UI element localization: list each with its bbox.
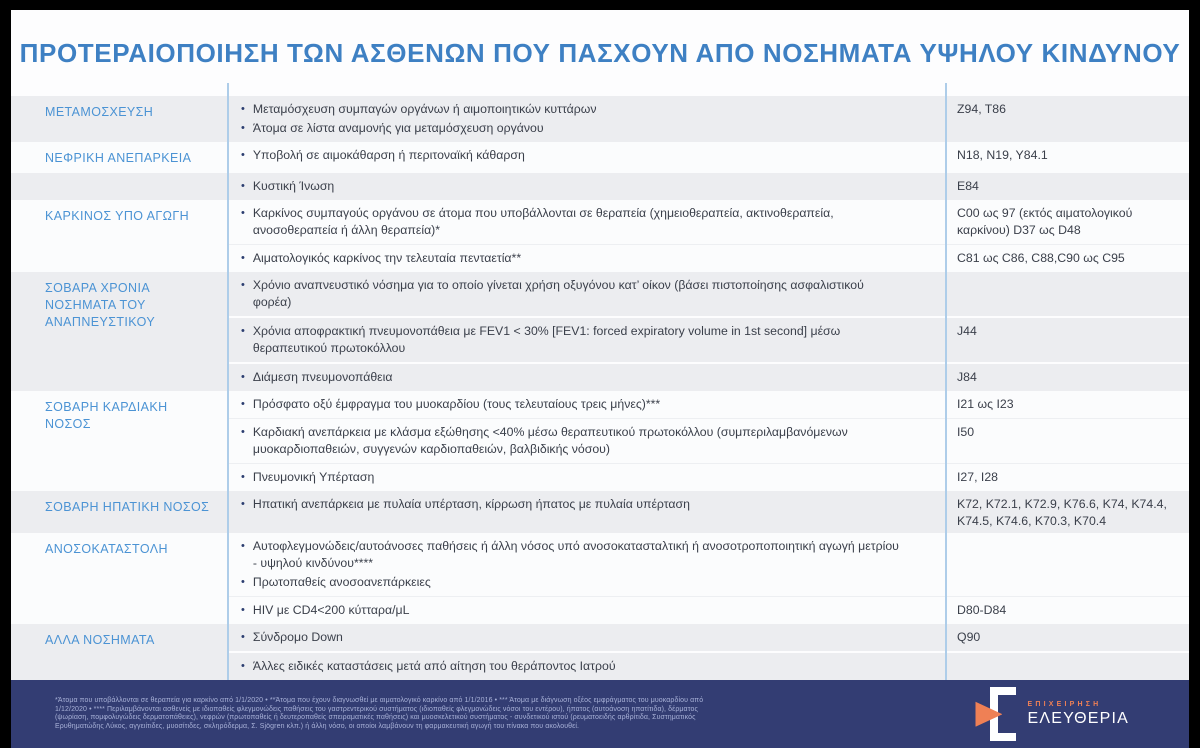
bullet-item: [241, 276, 903, 312]
bullet-text: Μεταμόσχευση συμπαγών οργάνων ή αιμοποιητικών κυττάρων: [252, 102, 597, 116]
icd-code: I27, I28: [957, 469, 999, 484]
bullet-item: [241, 395, 903, 414]
bullet-list: [227, 653, 945, 680]
bullet-item: [241, 204, 903, 240]
icd-code: K72, K72.1, K72.9, K76.6, K74, K74.4, K74.5, K74.6, K70.3, K70.4: [957, 496, 1167, 528]
category-label: ΣΟΒΑΡΗ ΚΑΡΔΙΑΚΗ ΝΟΣΟΣ: [45, 399, 168, 431]
row-body: [227, 533, 1189, 624]
bullet-icon: •: [241, 397, 245, 410]
bullet-icon: •: [241, 370, 245, 383]
bullet-icon: •: [241, 576, 245, 589]
bullet-icon: •: [241, 324, 245, 337]
row-item: [227, 96, 1189, 142]
icd-code: E84: [957, 178, 979, 193]
bullet-item: [241, 146, 903, 165]
bullet-item: [241, 495, 903, 514]
bullet-text: Καρδιακή ανεπάρκεια με κλάσμα εξώθησης <40% μέσω θεραπευτικού πρωτοκόλλου (συμπεριλαμβανόμενων μυοκαρδιοπαθειών, συγγενών καρδιοπαθειών, βαλβιδικής νόσου): [252, 424, 848, 456]
footer-bar: [11, 680, 1189, 748]
icd-code: J84: [957, 369, 977, 384]
bullet-text: Ηπατική ανεπάρκεια με πυλαία υπέρταση, κίρρωση ήπατος με πυλαία υπέρταση: [252, 496, 690, 511]
row-item: [227, 316, 1189, 362]
bullet-list: [227, 419, 945, 463]
bullet-item: [241, 423, 903, 459]
row-body: [227, 624, 1189, 680]
icd-code: I21 ως I23: [957, 396, 1014, 411]
row-body: [227, 391, 1189, 491]
table-row: [11, 96, 1189, 142]
bullet-icon: •: [241, 122, 245, 135]
row-item: [227, 244, 1189, 272]
logo-bottom-bar: [990, 733, 1016, 741]
footnote-text: *Άτομα που υποβάλλονται σε θεραπεία για καρκίνο από 1/1/2020 • **Άτομα που έχουν διαγνωσθεί με αιματολογικό καρκίνο από 1/1/2016 • *** Άτομα με διάγνωση οξέος εμφράγματος του μυοκαρδίου από 1/12/2020 • **** Περιλαμβάνονται ασθενείς με ιδιοπαθείς φλεγμονώδεις παθήσεις του γαστρεντερικού συστήματος (ιδιοπαθείς φλεγμονώδεις νόσοι του εντέρου), ήπατος (αυτοάνοση ηπατίτιδα), δέρματος (ψωρίαση, πομφολυγώδεις δερματοπάθειες), νεφρών (πρωτοπαθείς ή δευτεροπαθείς σπειραματικές παθήσεις) και μυοσκελετικού συστήματος - συνδετικού ιστού (ρευματοειδής αρθρίτιδα, Συστηματικός Ερυθηματώδης Λύκος, αγγειίτιδες, μυοσίτιδες, σκληρόδερμα, Σ. Sjögren κλπ.) ή άλλη νόσο, οι οποίοι λαμβάνουν τη φαρμακευτική αγωγή του πίνακα που ακολουθεί.: [55, 697, 704, 730]
table-row: [11, 272, 1189, 391]
bullet-list: [227, 391, 945, 418]
bullet-text: Πρόσφατο οξύ έμφραγμα του μυοκαρδίου (τους τελευταίους τρεις μήνες)***: [252, 396, 661, 411]
category-label: ΑΝΟΣΟΚΑΤΑΣΤΟΛΗ: [45, 542, 168, 557]
bullet-item: [241, 249, 903, 268]
bullet-list: [227, 96, 945, 142]
table-row: [11, 391, 1189, 491]
bullet-icon: •: [241, 207, 245, 220]
category-label: ΣΟΒΑΡΑ ΧΡΟΝΙΑ ΝΟΣΗΜΑΤΑ ΤΟΥ ΑΝΑΠΝΕΥΣΤΙΚΟΥ: [45, 281, 156, 329]
icd-code: Z94, T86: [957, 102, 1006, 116]
icd-code: [945, 533, 1189, 596]
icd-code: J44: [957, 323, 977, 338]
campaign-logo: [975, 687, 1129, 741]
bullet-icon: •: [241, 103, 245, 115]
table-row: [11, 200, 1189, 272]
epsilon-logo-icon: [975, 687, 1016, 741]
row-item: [227, 418, 1189, 463]
bullet-icon: •: [241, 425, 245, 438]
bullet-icon: •: [241, 251, 245, 264]
bullet-item: [241, 322, 903, 358]
row-body: [227, 96, 1189, 142]
bullet-list: [227, 245, 945, 272]
bullet-item: [241, 100, 903, 119]
row-body: [227, 200, 1189, 272]
page-title: ΠΡΟΤΕΡΑΙΟΠΟΙΗΣΗ ΤΩΝ ΑΣΘΕΝΩΝ ΠΟΥ ΠΑΣΧΟΥΝ ΑΠΟ ΝΟΣΗΜΑΤΑ ΥΨΗΛΟΥ ΚΙΝΔΥΝΟΥ: [19, 37, 1181, 68]
bullet-item: [241, 177, 903, 196]
row-item: [227, 596, 1189, 624]
bullet-item: [241, 573, 903, 592]
bullet-icon: •: [241, 149, 245, 162]
logo-label-bottom: ΕΛΕΥΘΕΡΙΑ: [1027, 709, 1129, 727]
bullet-text: HIV με CD4<200 κύτταρα/μL: [252, 603, 410, 618]
category-label: ΜΕΤΑΜΟΣΧΕΥΣΗ: [45, 105, 154, 119]
row-item: [227, 200, 1189, 244]
row-item: [227, 173, 1189, 200]
row-body: [227, 272, 1189, 391]
bullet-text: Πρωτοπαθείς ανοσοανεπάρκειες: [252, 575, 431, 590]
bullet-list: [227, 533, 945, 596]
table-sections: [11, 96, 1189, 680]
row-item: [227, 463, 1189, 491]
column-divider-left: [227, 83, 229, 680]
bullet-icon: •: [241, 604, 245, 617]
bullet-icon: •: [241, 470, 245, 483]
bullet-text: Καρκίνος συμπαγούς οργάνου σε άτομα που υποβάλλονται σε θεραπεία (χημειοθεραπεία, ακτινοθεραπεία, ανοσοθεραπεία ή άλλη θεραπεία)*: [252, 206, 834, 237]
bullet-icon: •: [241, 631, 245, 644]
logo-top-bar: [990, 687, 1016, 695]
table-row: [11, 491, 1189, 533]
bullet-item: [241, 119, 903, 138]
icd-code: [945, 653, 1189, 680]
bullet-text: Σύνδρομο Down: [252, 630, 343, 645]
bullet-text: Χρόνια αποφρακτική πνευμονοπάθεια με FEV1 < 30% [FEV1: forced expiratory volume in 1st second] μέσω θεραπευτικού πρωτοκόλλου: [252, 323, 841, 355]
bullet-list: [227, 364, 945, 391]
bullet-icon: •: [241, 497, 245, 510]
bullet-text: Πνευμονική Υπέρταση: [252, 469, 375, 484]
bullet-list: [227, 272, 945, 316]
icd-code: N18, N19, Y84.1: [957, 148, 1048, 163]
category-label: ΣΟΒΑΡΗ ΗΠΑΤΙΚΗ ΝΟΣΟΣ: [45, 499, 210, 514]
logo-label-top: ΕΠΙΧΕΙΡΗΣΗ: [1027, 700, 1102, 708]
bullet-list: [227, 173, 945, 200]
row-body: [227, 173, 1189, 200]
table-row: [11, 173, 1189, 200]
logo-text: [1027, 701, 1129, 728]
icd-code: Q90: [957, 630, 981, 645]
bullet-item: [241, 468, 903, 487]
bullet-text: Αυτοφλεγμονώδεις/αυτοάνοσες παθήσεις ή άλλη νόσος υπό ανοσοκατασταλτική ή ανοσοτροποποιητική αγωγή μετρίου - υψηλού κινδύνου****: [252, 539, 899, 571]
bullet-item: [241, 601, 903, 620]
row-body: [227, 142, 1189, 173]
row-item: [227, 362, 1189, 391]
bullet-icon: •: [241, 660, 245, 673]
title-block: [11, 10, 1189, 96]
icd-code: D80-D84: [957, 603, 1007, 618]
table-row: [11, 624, 1189, 680]
row-item: [227, 624, 1189, 651]
bullet-text: Χρόνιο αναπνευστικό νόσημα για το οποίο γίνεται χρήση οξυγόνου κατ’ οίκον (βάσει πιστοποίησης ασφαλιστικού φορέα): [252, 278, 864, 309]
bullet-list: [227, 464, 945, 491]
row-item: [227, 651, 1189, 680]
icd-code: [945, 272, 1189, 316]
column-divider-right: [945, 83, 947, 680]
row-item: [227, 272, 1189, 316]
bullet-item: [241, 537, 903, 573]
category-label: ΑΛΛΑ ΝΟΣΗΜΑΤΑ: [45, 633, 155, 648]
row-item: [227, 142, 1189, 169]
priority-table: [11, 96, 1189, 680]
bullet-text: Κυστική Ίνωση: [252, 178, 335, 193]
category-label: ΚΑΡΚΙΝΟΣ ΥΠΟ ΑΓΩΓΗ: [45, 209, 190, 224]
row-body: [227, 491, 1189, 533]
bullet-text: Άλλες ειδικές καταστάσεις μετά από αίτηση του θεράποντος Ιατρού: [252, 659, 616, 674]
bullet-item: [241, 657, 903, 676]
bullet-list: [227, 491, 945, 533]
table-row: [11, 533, 1189, 624]
document-page: [11, 10, 1189, 730]
bullet-list: [227, 318, 945, 362]
icd-code: I50: [957, 424, 975, 439]
bullet-list: [227, 597, 945, 624]
row-item: [227, 391, 1189, 418]
bullet-item: [241, 368, 903, 387]
category-label: [11, 173, 227, 200]
bullet-item: [241, 628, 903, 647]
table-row: [11, 142, 1189, 173]
bullet-icon: •: [241, 179, 245, 192]
bullet-icon: •: [241, 279, 245, 291]
bullet-list: [227, 142, 945, 169]
bullet-icon: •: [241, 540, 245, 553]
bullet-text: Υποβολή σε αιμοκάθαρση ή περιτοναϊκή κάθαρση: [252, 148, 525, 163]
row-item: [227, 533, 1189, 596]
bullet-text: Άτομα σε λίστα αναμονής για μεταμόσχευση οργάνου: [252, 121, 544, 136]
bullet-text: Αιματολογικός καρκίνος την τελευταία πενταετία**: [252, 250, 522, 265]
category-label: ΝΕΦΡΙΚΗ ΑΝΕΠΑΡΚΕΙΑ: [45, 151, 192, 166]
bullet-text: Διάμεση πνευμονοπάθεια: [252, 369, 393, 384]
row-item: [227, 491, 1189, 533]
icd-code: C00 ως 97 (εκτός αιματολογικού καρκίνου) D37 ως D48: [957, 206, 1133, 237]
bullet-list: [227, 624, 945, 651]
icd-code: C81 ως C86, C88,C90 ως C95: [957, 250, 1125, 265]
bullet-list: [227, 200, 945, 244]
